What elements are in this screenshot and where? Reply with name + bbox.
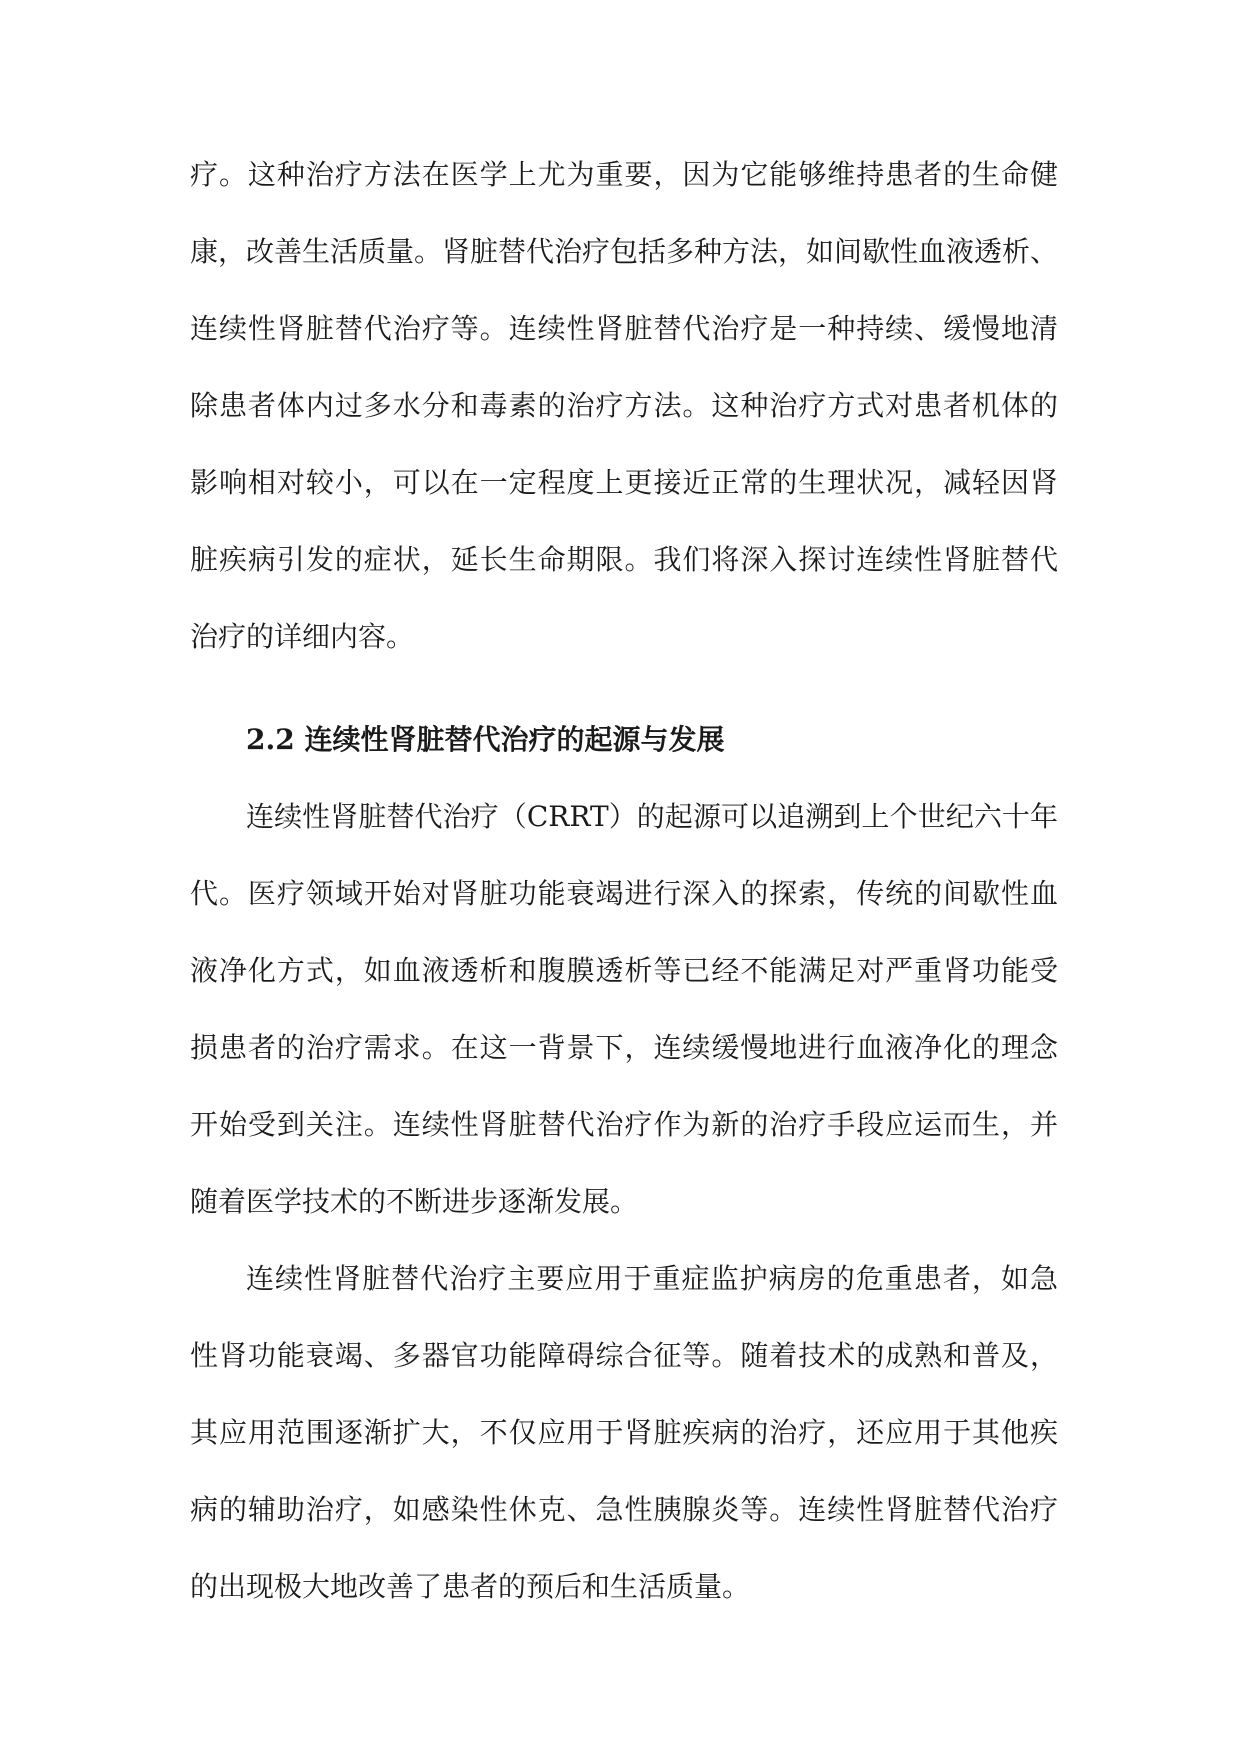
- text-line: 性肾功能衰竭、多器官功能障碍综合征等。随着技术的成熟和普及，: [190, 1339, 1058, 1372]
- text-line: 除患者体内过多水分和毒素的治疗方法。这种治疗方式对患者机体的: [190, 389, 1058, 422]
- text-line: 液净化方式，如血液透析和腹膜透析等已经不能满足对严重肾功能受: [190, 954, 1058, 987]
- text-line: 疗。这种治疗方法在医学上尤为重要，因为它能够维持患者的生命健: [190, 158, 1058, 191]
- text-line: 随着医学技术的不断进步逐渐发展。: [190, 1185, 639, 1218]
- text-line: 连续性肾脏替代治疗主要应用于重症监护病房的危重患者，如急: [246, 1262, 1058, 1295]
- text-line: 损患者的治疗需求。在这一背景下，连续缓慢地进行血液净化的理念: [190, 1031, 1058, 1064]
- paragraph: [190, 136, 1058, 675]
- text-line: 影响相对较小，可以在一定程度上更接近正常的生理状况，减轻因肾: [190, 466, 1058, 499]
- spacer: [190, 675, 1058, 701]
- paragraph: [190, 778, 1058, 1240]
- document-page: [190, 136, 1058, 1625]
- text-line: 病的辅助治疗，如感染性休克、急性胰腺炎等。连续性肾脏替代治疗: [190, 1493, 1058, 1526]
- text-line: 脏疾病引发的症状，延长生命期限。我们将深入探讨连续性肾脏替代: [190, 543, 1058, 576]
- paragraph: [190, 1240, 1058, 1625]
- text-line: 连续性肾脏替代治疗等。连续性肾脏替代治疗是一种持续、缓慢地清: [190, 312, 1058, 345]
- text-line: 开始受到关注。连续性肾脏替代治疗作为新的治疗手段应运而生，并: [190, 1108, 1058, 1141]
- text-line: 连续性肾脏替代治疗（CRRT）的起源可以追溯到上个世纪六十年: [246, 800, 1058, 833]
- text-line: 代。医疗领域开始对肾脏功能衰竭进行深入的探索，传统的间歇性血: [190, 877, 1058, 910]
- text-line: 的出现极大地改善了患者的预后和生活质量。: [190, 1570, 751, 1603]
- text-line: 康，改善生活质量。肾脏替代治疗包括多种方法，如间歇性血液透析、: [190, 235, 1059, 268]
- section-heading: 2.2 连续性肾脏替代治疗的起源与发展: [246, 723, 725, 756]
- text-line: 治疗的详细内容。: [190, 620, 415, 653]
- text-line: 其应用范围逐渐扩大，不仅应用于肾脏疾病的治疗，还应用于其他疾: [190, 1416, 1058, 1449]
